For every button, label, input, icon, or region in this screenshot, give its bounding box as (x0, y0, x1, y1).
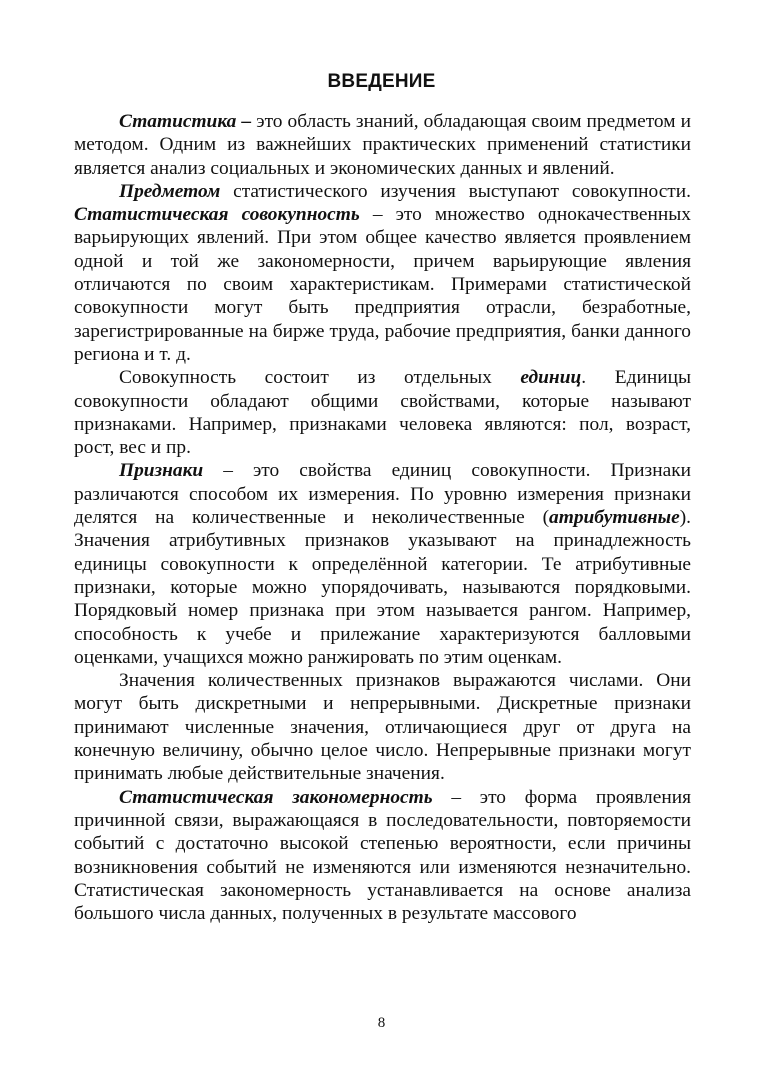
paragraph-text: – это форма проявления причинной связи, выражающаяся в последовательности, повторяемости событий с достаточно высокой степенью вероятности, если причины возникновения событий не изменяются или изменяются незначительно. Статистическая закономерность устанавливается на основе анализа большого числа данных, полученных в результате массового (74, 786, 692, 925)
term-attributes: Признаки (119, 460, 204, 482)
paragraph-text: Совокупность состоит из отдельных (119, 367, 521, 389)
page-number: 8 (377, 1015, 386, 1031)
body-text (74, 110, 691, 925)
paragraph-attributes (74, 459, 691, 669)
paragraph-text: статистического изучения выступают совокупности. (220, 180, 691, 202)
term-attributive: атрибутивные (549, 507, 680, 529)
paragraph-text: Значения количественных признаков выражаются числами. Они могут быть дискретными и непрерывными. Дискретные признаки принимают численные значения, отличающиеся друг от друга на конечную величину, обычно целое число. Непрерывные признаки могут принимать любые действительные значения. (74, 670, 691, 785)
paragraph-regularity (74, 786, 691, 926)
paragraph-quantitative (74, 669, 691, 785)
term-statistics: Статистика – (119, 111, 252, 132)
term-statistical-regularity: Статистическая закономерность (119, 786, 433, 808)
term-units: единиц (520, 367, 582, 389)
paragraph-text: это область знаний, обладающая своим предметом и методом. Одним из важнейших практических применений статистики является анализ социальных и экономических данных и явлений. (74, 111, 691, 179)
paragraph-text: – это свойства единиц совокупности. Признаки различаются способом их измерения. По уровню измерения признаки делятся на количественные и неколичественные ( (74, 460, 691, 529)
paragraph-units (74, 366, 691, 459)
paragraph-text: ). Значения атрибутивных признаков указывают на принадлежность единицы совокупности к определённой категории. Те атрибутивные признаки, которые можно упорядочивать, называются порядковыми. Порядковый номер признака при этом называется рангом. Например, способность к учебе и прилежание характеризуются балловыми оценками, учащихся можно ранжировать по этим оценкам. (74, 507, 691, 668)
paragraph-text: – это множество однокачественных варьирующих явлений. При этом общее качество является проявлением одной и той же закономерности, причем варьирующие явления отличаются по своим характеристикам. Примерами статистической совокупности могут быть предприятия отрасли, безработные, зарегистрированные на бирже труда, рабочие предприятия, банки данного региона и т. д. (74, 204, 691, 365)
paragraph-statistics (74, 110, 691, 180)
term-statistical-population: Статистическая совокупность (74, 204, 360, 226)
paragraph-subject (74, 180, 691, 366)
term-subject: Предметом (119, 180, 221, 202)
paragraph-text: . Единицы совокупности обладают общими свойствами, которые называют признаками. Например, признаками человека являются: пол, возраст, рост, вес и пр. (74, 367, 691, 459)
page-title: ВВЕДЕНИЕ (327, 71, 436, 92)
